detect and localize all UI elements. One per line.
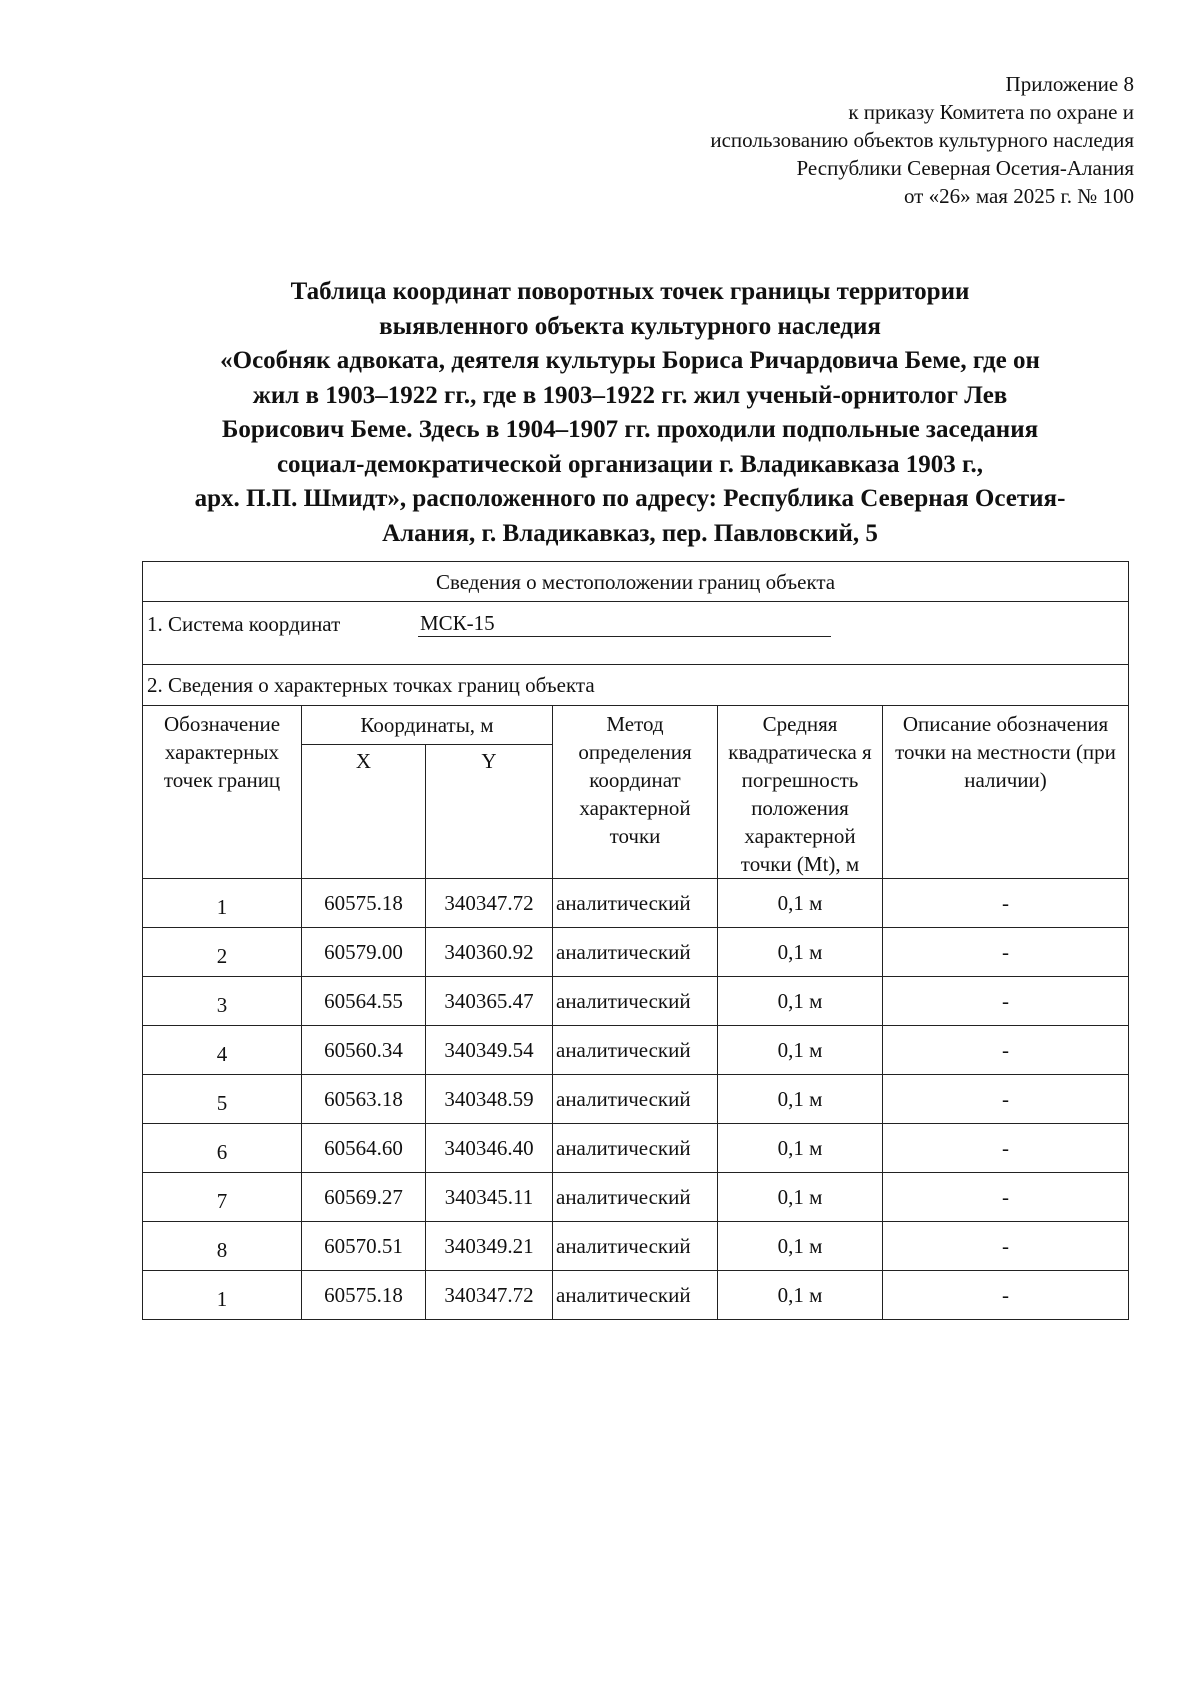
coordinate-system-label: 1. Система координат xyxy=(147,612,341,636)
point-number: 1 xyxy=(143,879,302,928)
point-description: - xyxy=(883,1124,1129,1173)
point-y: 340348.59 xyxy=(426,1075,553,1124)
point-number: 4 xyxy=(143,1026,302,1075)
point-description: - xyxy=(883,1271,1129,1320)
point-x: 60575.18 xyxy=(302,879,426,928)
point-y: 340365.47 xyxy=(426,977,553,1026)
title-line: социал-демократической организации г. Владикавказа 1903 г., xyxy=(276,450,984,478)
point-method: аналитический xyxy=(553,879,718,928)
column-header-coordinates: Координаты, м xyxy=(302,706,553,745)
point-number: 8 xyxy=(143,1222,302,1271)
table-row xyxy=(143,1026,1129,1075)
point-y: 340345.11 xyxy=(426,1173,553,1222)
appendix-line: Республики Северная Осетия-Алания xyxy=(796,156,1134,180)
point-method: аналитический xyxy=(553,1222,718,1271)
table-row xyxy=(143,977,1129,1026)
coordinates-table xyxy=(142,561,1129,1320)
title-line: «Особняк адвоката, деятеля культуры Бориса Ричардовича Беме, где он xyxy=(220,347,1040,374)
point-description: - xyxy=(883,928,1129,977)
point-number: 7 xyxy=(143,1173,302,1222)
column-header-description: Описание обозначения точки на местности (при наличии) xyxy=(883,706,1129,879)
point-description: - xyxy=(883,879,1129,928)
point-error: 0,1 м xyxy=(718,879,883,928)
point-number: 3 xyxy=(143,977,302,1026)
point-method: аналитический xyxy=(553,1173,718,1222)
point-description: - xyxy=(883,1222,1129,1271)
point-description: - xyxy=(883,1173,1129,1222)
point-y: 340349.54 xyxy=(426,1026,553,1075)
point-y: 340347.72 xyxy=(426,879,553,928)
point-method: аналитический xyxy=(553,1026,718,1075)
title-line: Борисович Беме. Здесь в 1904–1907 гг. проходили подпольные заседания xyxy=(221,416,1039,443)
document-title xyxy=(130,275,1130,551)
appendix-line: от «26» мая 2025 г. № 100 xyxy=(903,184,1134,208)
table-row xyxy=(143,1124,1129,1173)
point-error: 0,1 м xyxy=(718,1124,883,1173)
title-line: Алания, г. Владикавказ, пер. Павловский, 5 xyxy=(382,519,878,547)
table-row xyxy=(143,1075,1129,1124)
title-line: Таблица координат поворотных точек границы территории xyxy=(290,278,970,305)
point-error: 0,1 м xyxy=(718,928,883,977)
point-error: 0,1 м xyxy=(718,1173,883,1222)
point-number: 2 xyxy=(143,928,302,977)
point-x: 60564.60 xyxy=(302,1124,426,1173)
point-method: аналитический xyxy=(553,1271,718,1320)
point-number: 6 xyxy=(143,1124,302,1173)
point-error: 0,1 м xyxy=(718,1222,883,1271)
point-description: - xyxy=(883,1075,1129,1124)
appendix-line: к приказу Комитета по охране и xyxy=(848,100,1134,124)
points-section-title: 2. Сведения о характерных точках границ объекта xyxy=(143,665,1129,706)
point-description: - xyxy=(883,977,1129,1026)
point-method: аналитический xyxy=(553,928,718,977)
point-number: 1 xyxy=(143,1271,302,1320)
point-x: 60563.18 xyxy=(302,1075,426,1124)
table-header: Сведения о местоположении границ объекта xyxy=(143,562,1129,602)
point-x: 60564.55 xyxy=(302,977,426,1026)
point-description: - xyxy=(883,1026,1129,1075)
point-number: 5 xyxy=(143,1075,302,1124)
point-y: 340360.92 xyxy=(426,928,553,977)
table-row xyxy=(143,928,1129,977)
table-row xyxy=(143,879,1129,928)
appendix-line: использованию объектов культурного наследия xyxy=(710,128,1134,152)
column-header-error: Средняя квадратическа я погрешность положения характерной точки (Mt), м xyxy=(718,706,883,879)
appendix-header xyxy=(710,70,1134,210)
column-header-y: Y xyxy=(426,745,553,879)
table-row xyxy=(143,1173,1129,1222)
point-method: аналитический xyxy=(553,977,718,1026)
point-x: 60570.51 xyxy=(302,1222,426,1271)
title-line: арх. П.П. Шмидт», расположенного по адресу: Республика Северная Осетия- xyxy=(194,485,1066,512)
point-error: 0,1 м xyxy=(718,1026,883,1075)
table-body xyxy=(143,562,1129,1320)
point-x: 60569.27 xyxy=(302,1173,426,1222)
table-row xyxy=(143,1271,1129,1320)
table-row xyxy=(143,1222,1129,1271)
point-y: 340347.72 xyxy=(426,1271,553,1320)
title-line: выявленного объекта культурного наследия xyxy=(379,312,881,340)
point-error: 0,1 м xyxy=(718,1271,883,1320)
point-x: 60560.34 xyxy=(302,1026,426,1075)
column-header-method: Метод определения координат характерной точки xyxy=(553,706,718,879)
coordinate-system-value: МСК-15 xyxy=(418,610,831,637)
point-method: аналитический xyxy=(553,1075,718,1124)
column-header-designation: Обозначение характерных точек границ xyxy=(143,706,302,879)
title-line: жил в 1903–1922 гг., где в 1903–1922 гг. жил ученый-орнитолог Лев xyxy=(252,381,1008,409)
column-header-x: X xyxy=(302,745,426,879)
point-error: 0,1 м xyxy=(718,977,883,1026)
point-method: аналитический xyxy=(553,1124,718,1173)
point-x: 60575.18 xyxy=(302,1271,426,1320)
point-y: 340346.40 xyxy=(426,1124,553,1173)
coordinate-system-cell xyxy=(143,602,1129,665)
point-x: 60579.00 xyxy=(302,928,426,977)
appendix-line: Приложение 8 xyxy=(1005,72,1134,96)
point-error: 0,1 м xyxy=(718,1075,883,1124)
point-y: 340349.21 xyxy=(426,1222,553,1271)
